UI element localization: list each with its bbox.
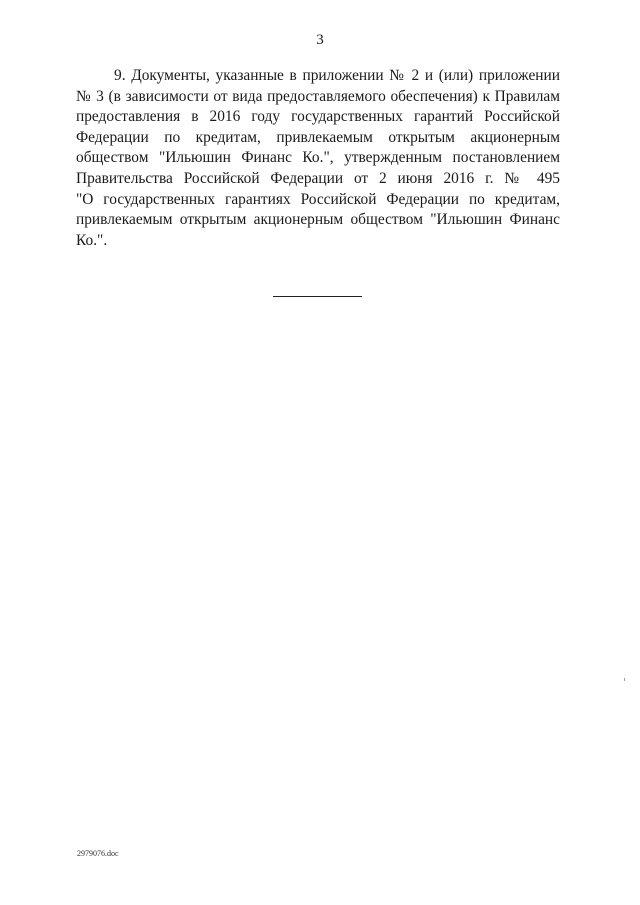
- paragraph-line: Ко.".: [76, 231, 108, 249]
- paragraph-line: 9. Документы, указанные в приложении № 2 и (или) приложении: [114, 67, 560, 84]
- paragraph-line: Правительства Российской Федерации от 2 июня 2016 г. № 495: [76, 169, 560, 187]
- paragraph-line: "О государственных гарантиях Российской Федерации по кредитам,: [76, 190, 560, 208]
- paragraph-line: обществом "Ильюшин Финанс Ко.", утвержденным постановлением: [76, 149, 560, 167]
- page-number: 3: [316, 32, 324, 48]
- paragraph-line: предоставления в 2016 году государственных гарантий Российской: [76, 108, 560, 126]
- paragraph-line: привлекаемым открытым акционерным обществом "Ильюшин Финанс: [76, 211, 560, 229]
- file-reference: 2979076.doc: [77, 849, 119, 858]
- paragraph-line: № 3 (в зависимости от вида предоставляемого обеспечения) к Правилам: [76, 87, 560, 105]
- paragraph-line: Федерации по кредитам, привлекаемым открытым акционерным: [76, 128, 560, 146]
- end-of-document-rule: [273, 296, 362, 297]
- scan-artifact-mark: [624, 678, 625, 681]
- paragraph-9: [76, 66, 560, 251]
